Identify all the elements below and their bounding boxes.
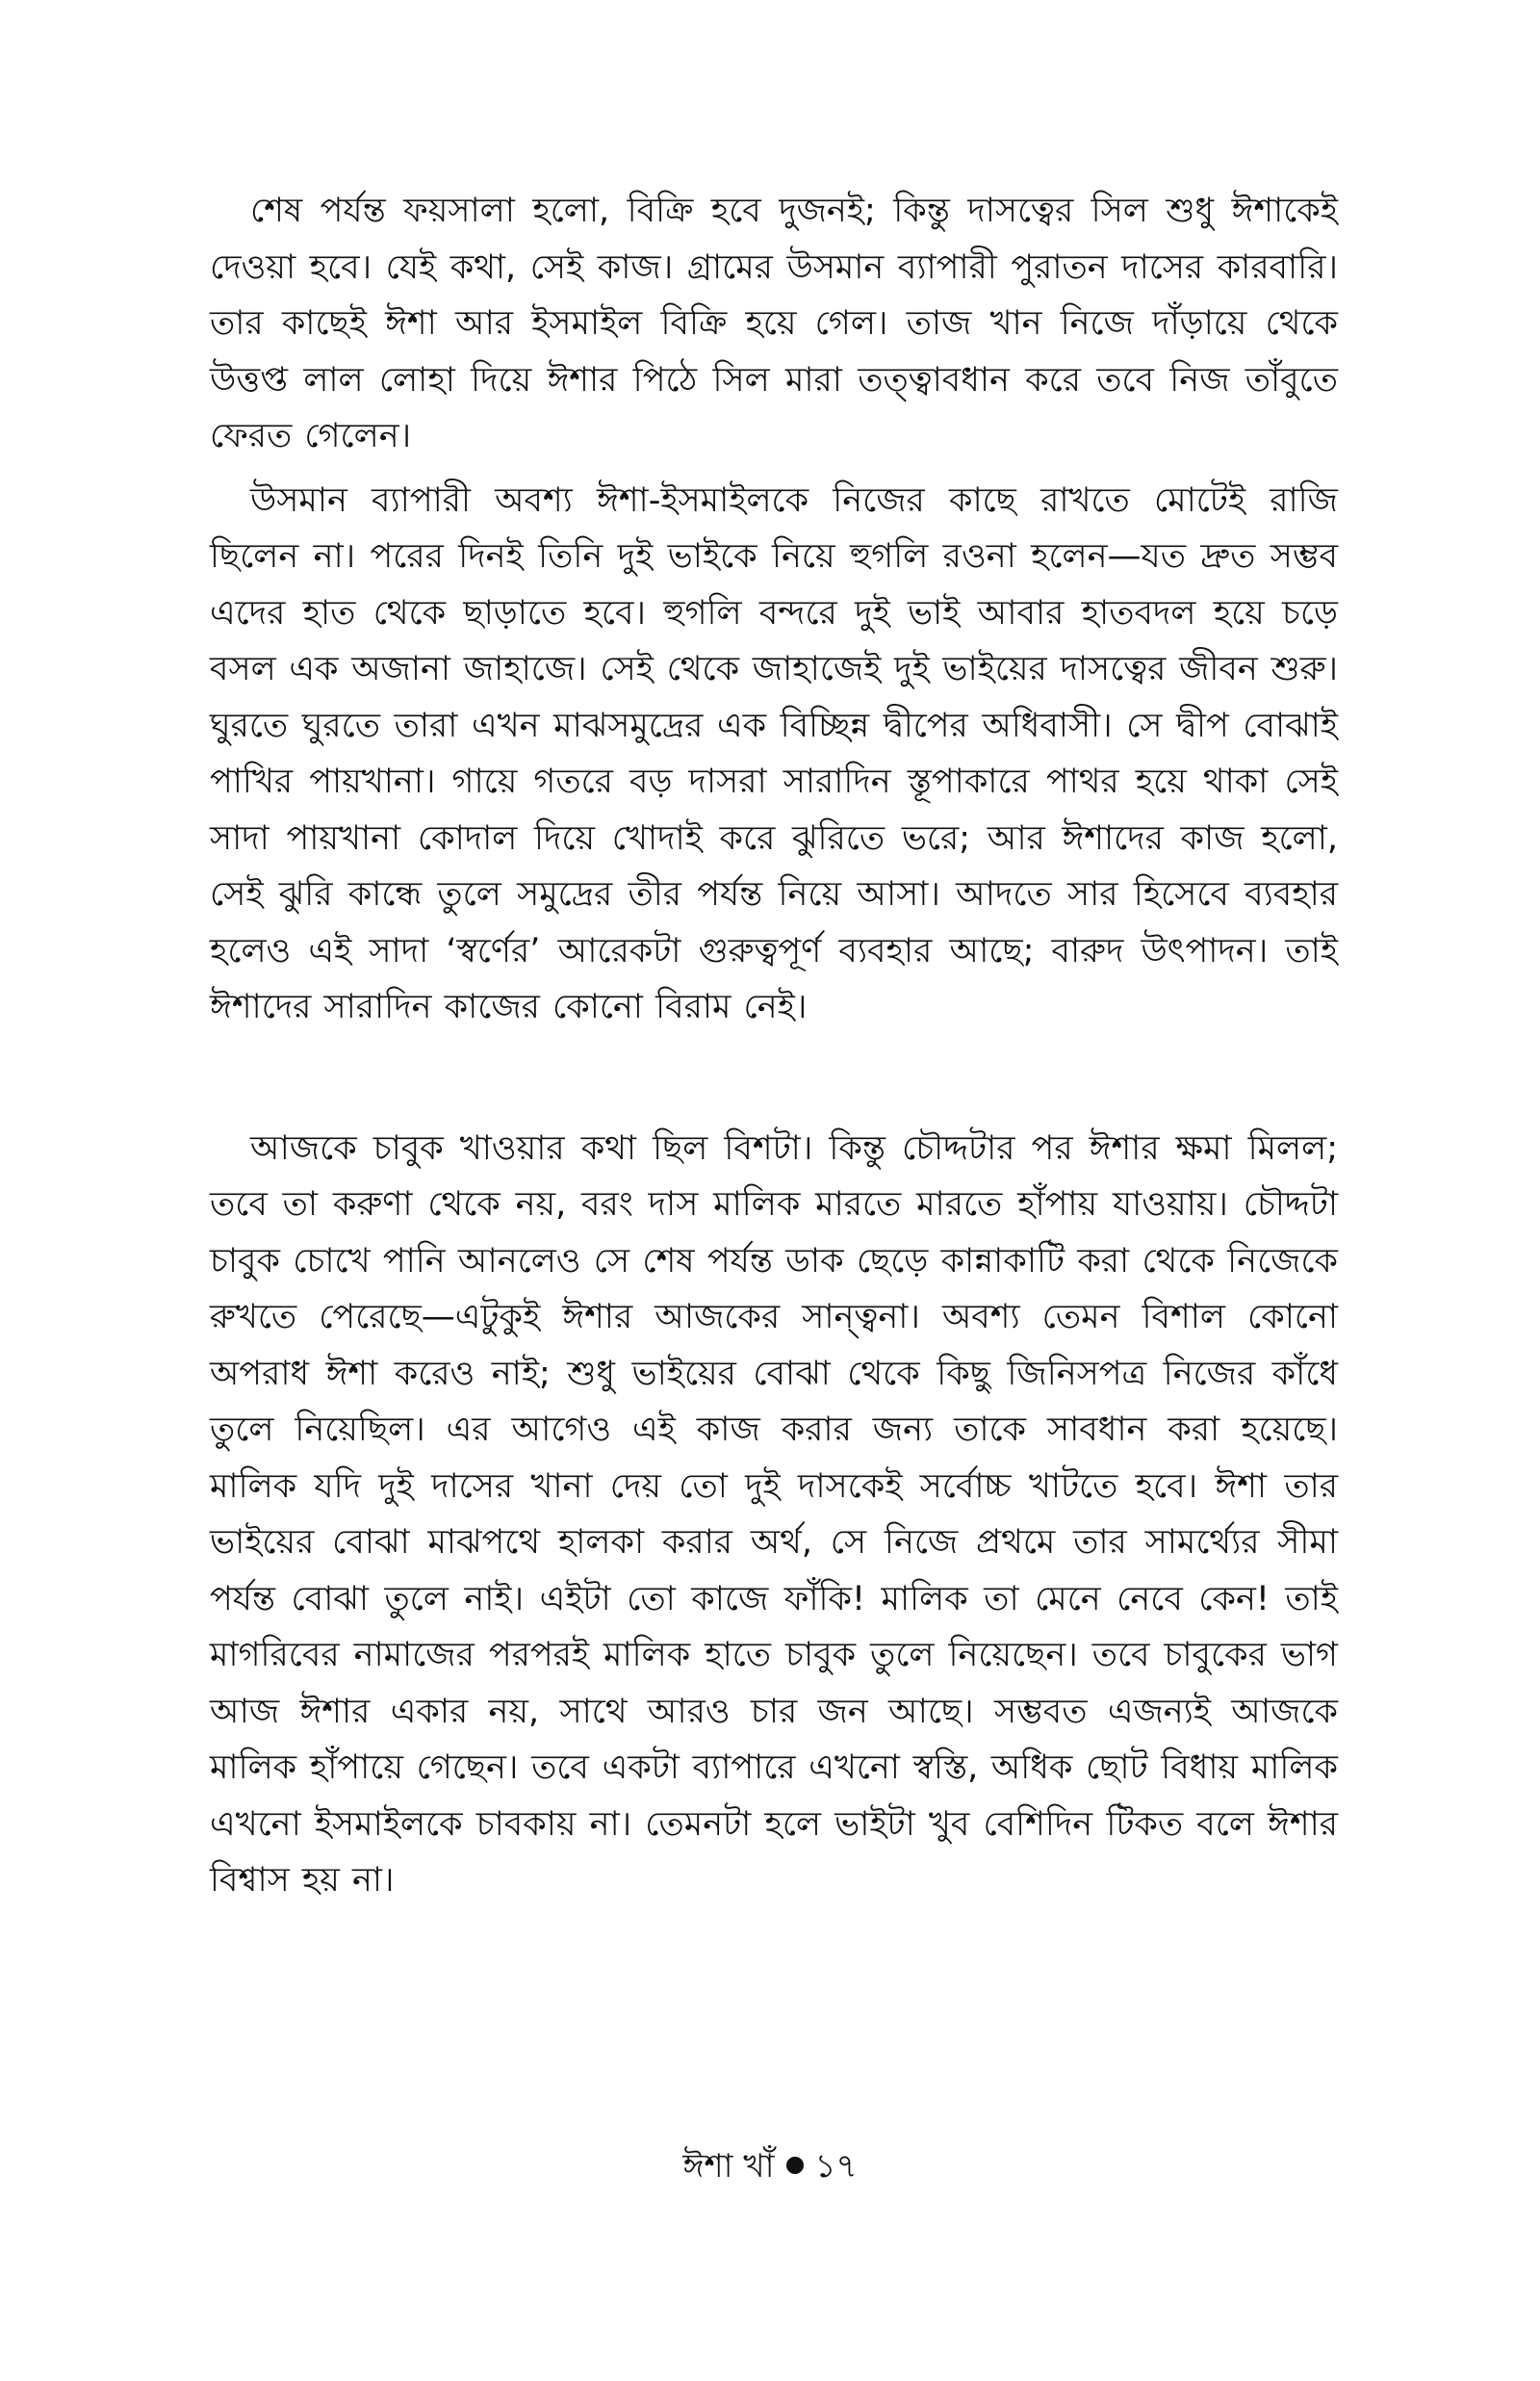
footer-book-title: ঈশা খাঁ xyxy=(682,2147,775,2186)
page-footer xyxy=(0,2142,1540,2190)
paragraph-1: শেষ পর্যন্ত ফয়সালা হলো, বিক্রি হবে দুজনই; কিন্তু দাসত্বের সিল শুধু ঈশাকেই দেওয়া হবে। যেই কথা, সেই কাজ। গ্রামের উসমান ব্যাপারী পুরাতন দাসের কারবারি। তার কাছেই ঈশা আর ইসমাইল বিক্রি হয়ে গেল। তাজ খান নিজে দাঁড়ায়ে থেকে উত্তপ্ত লাল লোহা দিয়ে ঈশার পিঠে সিল মারা তত্ত্বাবধান করে তবে নিজ তাঁবুতে ফেরত গেলেন। xyxy=(210,192,1338,455)
footer-page-number: ১৭ xyxy=(814,2147,858,2186)
page-body xyxy=(210,183,1338,1909)
section-break xyxy=(210,1036,1338,1121)
paragraph-2: উসমান ব্যাপারী অবশ্য ঈশা-ইসমাইলকে নিজের কাছে রাখতে মোটেই রাজি ছিলেন না। পরের দিনই তিনি দুই ভাইকে নিয়ে হুগলি রওনা হলেন—যত দ্রুত সম্ভব এদের হাত থেকে ছাড়াতে হবে। হুগলি বন্দরে দুই ভাই আবার হাতবদল হয়ে চড়ে বসল এক অজানা জাহাজে। সেই থেকে জাহাজেই দুই ভাইয়ের দাসত্বের জীবন শুরু। ঘুরতে ঘুরতে তারা এখন মাঝসমুদ্রের এক বিচ্ছিন্ন দ্বীপের অধিবাসী। সে দ্বীপ বোঝাই পাখির পায়খানা। গায়ে গতরে বড় দাসরা সারাদিন স্তূপাকারে পাথর হয়ে থাকা সেই সাদা পায়খানা কোদাল দিয়ে খোদাই করে ঝুরিতে ভরে; আর ঈশাদের কাজ হলো, সেই ঝুরি কান্ধে তুলে সমুদ্রের তীর পর্যন্ত নিয়ে আসা। আদতে সার হিসেবে ব্যবহার হলেও এই সাদা ‘স্বর্ণের’ আরেকটা গুরুত্বপূর্ণ ব্যবহার আছে; বারুদ উৎপাদন। তাই ঈশাদের সারাদিন কাজের কোনো বিরাম নেই। xyxy=(210,480,1338,1026)
paragraph-3: আজকে চাবুক খাওয়ার কথা ছিল বিশটা। কিন্তু চৌদ্দটার পর ঈশার ক্ষমা মিলল; তবে তা করুণা থেকে নয়, বরং দাস মালিক মারতে মারতে হাঁপায় যাওয়ায়। চৌদ্দটা চাবুক চোখে পানি আনলেও সে শেষ পর্যন্ত ডাক ছেড়ে কান্নাকাটি করা থেকে নিজেকে রুখতে পেরেছে—এটুকুই ঈশার আজকের সান্ত্বনা। অবশ্য তেমন বিশাল কোনো অপরাধ ঈশা করেও নাই; শুধু ভাইয়ের বোঝা থেকে কিছু জিনিসপত্র নিজের কাঁধে তুলে নিয়েছিল। এর আগেও এই কাজ করার জন্য তাকে সাবধান করা হয়েছে। মালিক যদি দুই দাসের খানা দেয় তো দুই দাসকেই সর্বোচ্চ খাটতে হবে। ঈশা তার ভাইয়ের বোঝা মাঝপথে হালকা করার অর্থ, সে নিজে প্রথমে তার সামর্থ্যের সীমা পর্যন্ত বোঝা তুলে নাই। এইটা তো কাজে ফাঁকি! মালিক তা মেনে নেবে কেন! তাই মাগরিবের নামাজের পরপরই মালিক হাতে চাবুক তুলে নিয়েছেন। তবে চাবুকের ভাগ আজ ঈশার একার নয়, সাথে আরও চার জন আছে। সম্ভবত এজন্যই আজকে মালিক হাঁপায়ে গেছেন। তবে একটা ব্যাপারে এখনো স্বস্তি, অধিক ছোট বিধায় মালিক এখনো ইসমাইলকে চাবকায় না। তেমনটা হলে ভাইটা খুব বেশিদিন টিকত বলে ঈশার বিশ্বাস হয় না। xyxy=(210,1128,1338,1900)
bullet-separator-icon xyxy=(786,2157,804,2174)
